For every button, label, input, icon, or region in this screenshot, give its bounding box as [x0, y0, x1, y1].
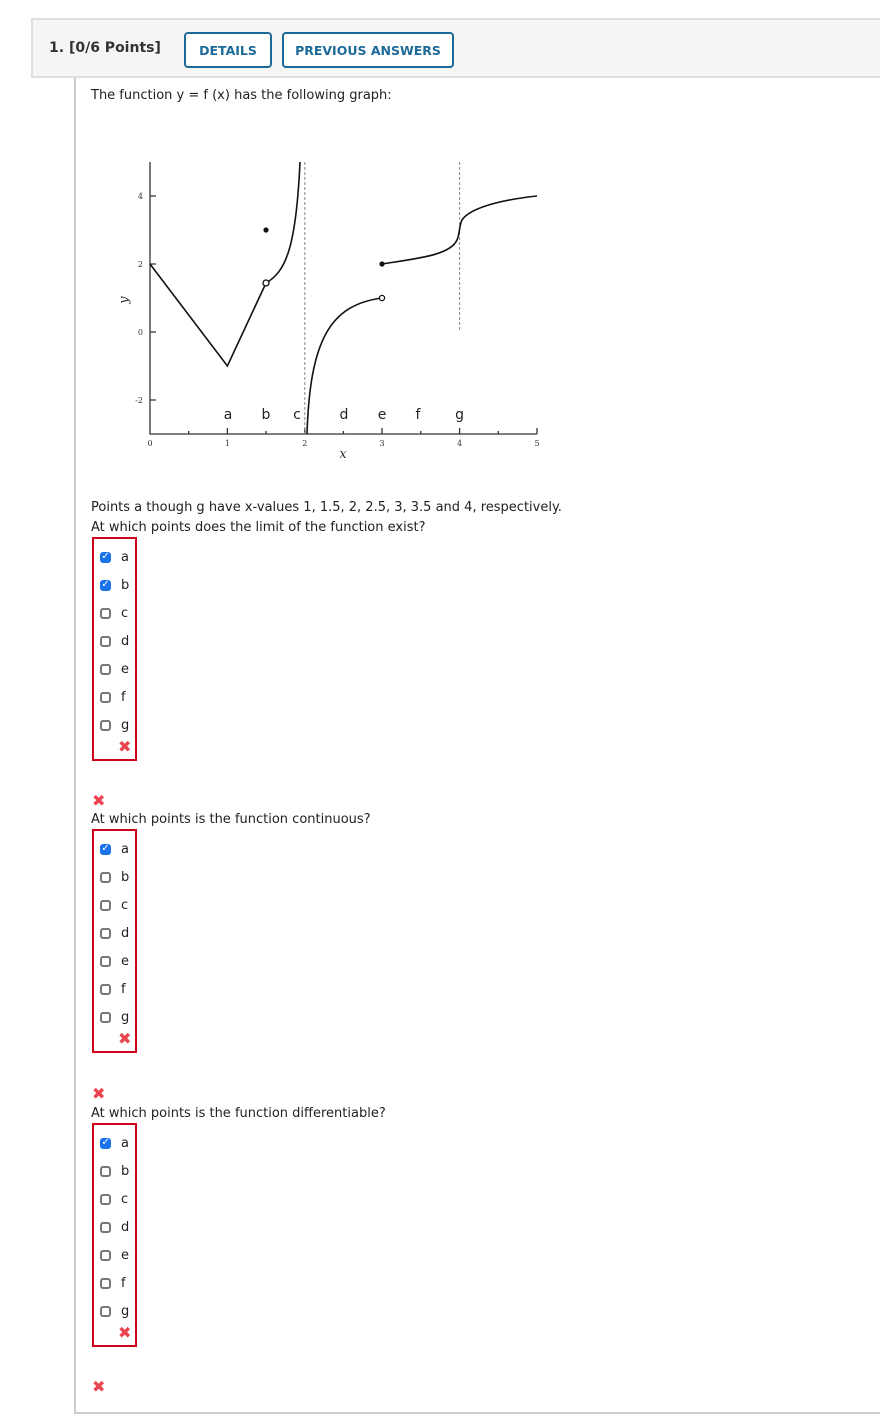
- option-label: a: [121, 841, 129, 857]
- open-point: [263, 280, 269, 286]
- filled-point: [379, 261, 384, 266]
- filled-point: [263, 227, 268, 232]
- checkbox[interactable]: [100, 1306, 111, 1317]
- option-label: e: [121, 953, 129, 969]
- checkbox[interactable]: [100, 664, 111, 675]
- option-label: b: [121, 869, 130, 885]
- checkbox-checked[interactable]: ✓: [101, 1137, 110, 1148]
- points-label: [0/6 Points]: [68, 40, 161, 56]
- incorrect-icon: ✖: [118, 1323, 132, 1342]
- incorrect-icon: ✖: [118, 1029, 132, 1048]
- option-b[interactable]: [100, 1163, 129, 1179]
- incorrect-icon: ✖: [92, 791, 106, 810]
- point-label-f: f: [415, 407, 421, 423]
- checkbox[interactable]: [100, 1278, 111, 1289]
- option-c[interactable]: [100, 897, 128, 913]
- checkbox[interactable]: [100, 1194, 111, 1205]
- point-label-a: a: [223, 407, 233, 423]
- option-label: d: [121, 633, 130, 649]
- intro-text: The function y = f (x) has the following graph:: [91, 88, 392, 103]
- y-tick-label: 2: [137, 260, 143, 269]
- points-description: Points a though g have x-values 1, 1.5, 2, 2.5, 3, 3.5 and 4, respectively.: [91, 500, 562, 515]
- answer-group-limit: [92, 537, 137, 761]
- option-label: f: [121, 981, 126, 997]
- x-axis-label: x: [339, 447, 347, 462]
- option-f[interactable]: [100, 1275, 126, 1291]
- option-label: f: [121, 689, 126, 705]
- option-g[interactable]: [100, 717, 129, 733]
- option-b[interactable]: [100, 869, 129, 885]
- checkbox[interactable]: [100, 720, 111, 731]
- option-label: b: [121, 1163, 130, 1179]
- tick-marks: [150, 196, 537, 434]
- option-label: e: [121, 1247, 129, 1263]
- option-label: g: [121, 1009, 130, 1025]
- option-f[interactable]: [100, 689, 126, 705]
- option-g[interactable]: [100, 1009, 129, 1025]
- option-d[interactable]: [100, 633, 129, 649]
- y-tick-label: 0: [137, 328, 143, 337]
- checkbox[interactable]: [100, 1012, 111, 1023]
- checkbox[interactable]: [100, 1222, 111, 1233]
- option-label: b: [121, 577, 130, 593]
- checkbox[interactable]: [100, 928, 111, 939]
- option-d[interactable]: [100, 925, 129, 941]
- option-label: g: [121, 717, 130, 733]
- checkbox-checked[interactable]: ✓: [101, 551, 110, 562]
- x-tick-label: 5: [534, 439, 540, 448]
- checkbox[interactable]: [100, 636, 111, 647]
- y-axis-label: y: [117, 296, 132, 304]
- option-e[interactable]: [100, 661, 129, 677]
- checkbox[interactable]: [100, 608, 111, 619]
- question-prompt: At which points does the limit of the function exist?: [91, 520, 426, 535]
- checkbox[interactable]: [100, 1250, 111, 1261]
- option-label: e: [121, 661, 129, 677]
- incorrect-icon: ✖: [118, 737, 132, 756]
- axes: [150, 162, 537, 434]
- y-tick-label: -2: [135, 396, 143, 405]
- option-f[interactable]: [100, 981, 126, 997]
- point-label-g: g: [455, 407, 465, 423]
- option-c[interactable]: [100, 605, 128, 621]
- point-label-b: b: [261, 407, 271, 423]
- option-e[interactable]: [100, 953, 129, 969]
- checkbox[interactable]: [100, 956, 111, 967]
- option-g[interactable]: [100, 1303, 129, 1319]
- x-tick-label: 3: [379, 439, 385, 448]
- answer-group-differentiable: [92, 1123, 137, 1347]
- incorrect-icon: ✖: [92, 1084, 106, 1103]
- checkbox-checked[interactable]: ✓: [101, 843, 110, 854]
- option-label: c: [121, 897, 129, 913]
- point-label-d: d: [339, 407, 349, 423]
- checkbox[interactable]: [100, 692, 111, 703]
- open-point: [379, 295, 384, 300]
- option-c[interactable]: [100, 1191, 128, 1207]
- option-label: a: [121, 1135, 129, 1151]
- details-button[interactable]: DETAILS: [184, 32, 272, 68]
- answer-group-continuous: [92, 829, 137, 1053]
- incorrect-icon: ✖: [92, 1377, 106, 1396]
- option-label: c: [121, 605, 129, 621]
- question-prompt: At which points is the function continuous?: [91, 812, 371, 827]
- option-label: a: [121, 549, 129, 565]
- checkbox[interactable]: [100, 900, 111, 911]
- option-label: f: [121, 1275, 126, 1291]
- question-prompt: At which points is the function differentiable?: [91, 1106, 386, 1121]
- x-tick-label: 4: [457, 439, 463, 448]
- point-label-e: e: [377, 407, 387, 423]
- checkbox[interactable]: [100, 984, 111, 995]
- option-a[interactable]: [100, 1135, 129, 1151]
- option-e[interactable]: [100, 1247, 129, 1263]
- function-graph: [0, 0, 880, 480]
- function-curve: [150, 162, 537, 434]
- option-d[interactable]: [100, 1219, 129, 1235]
- x-tick-label: 1: [224, 439, 230, 448]
- checkbox[interactable]: [100, 872, 111, 883]
- option-a[interactable]: [100, 549, 129, 565]
- option-b[interactable]: [100, 577, 129, 593]
- checkbox[interactable]: [100, 1166, 111, 1177]
- option-a[interactable]: [100, 841, 129, 857]
- question-number: 1. [0/6 Points]: [49, 40, 161, 56]
- previous-answers-button[interactable]: PREVIOUS ANSWERS: [282, 32, 454, 68]
- option-label: c: [121, 1191, 129, 1207]
- x-tick-label: 0: [147, 439, 153, 448]
- point-label-c: c: [293, 407, 301, 423]
- option-label: d: [121, 1219, 130, 1235]
- y-tick-label: 4: [137, 192, 143, 201]
- option-label: d: [121, 925, 130, 941]
- checkbox-checked[interactable]: ✓: [101, 579, 110, 590]
- option-label: g: [121, 1303, 130, 1319]
- x-tick-label: 2: [302, 439, 308, 448]
